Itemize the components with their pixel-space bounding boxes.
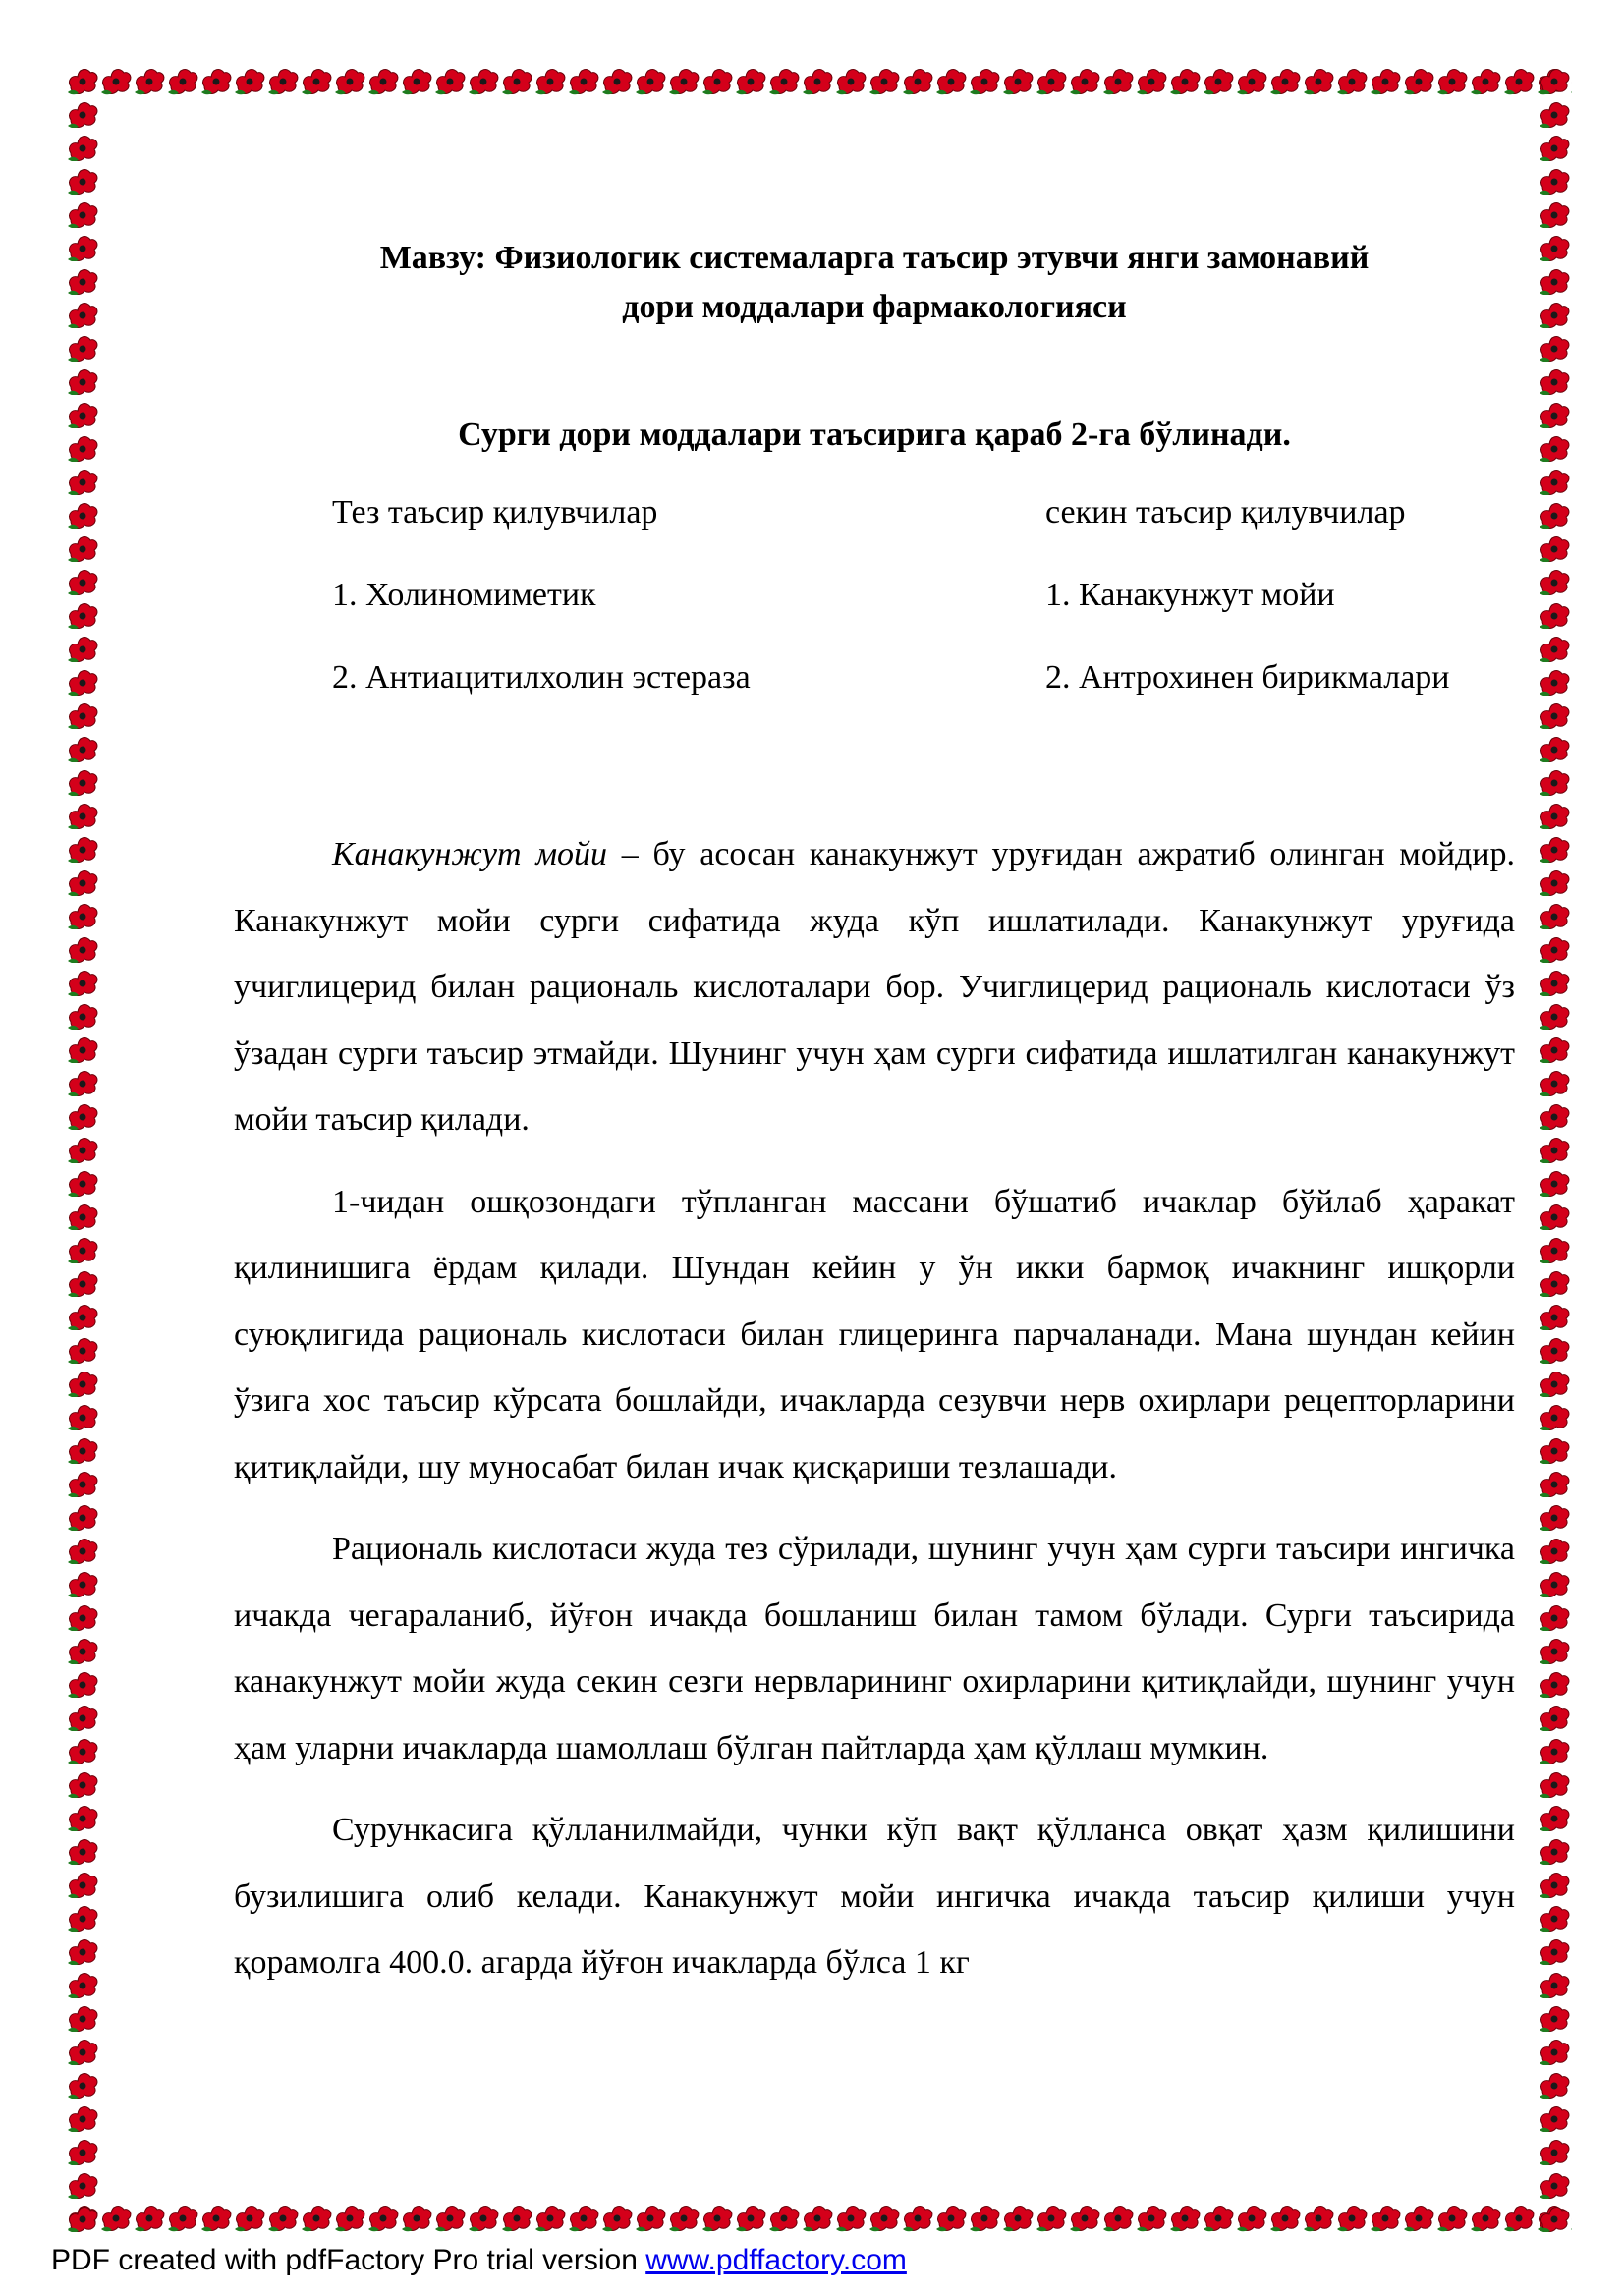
- flower-border-top: [65, 61, 1572, 96]
- paragraph-2: 1-чидан ошқозондаги тўпланган массани бўшатиб ичаклар бўйлаб ҳаракат қилинишига ёрдам қилади. Шундан кейин у ўн икки бармоқ ичакнинг ишқорли суюқлигида рациональ кислотаси билан глицеринга парчаланади. Мана шундан кейин ўзига хос таъсир кўрсата бошлайди, ичакларда сезувчи нерв охирлари рецепторларини қитиқлайди, шу муносабат билан ичак қисқариши тезлашади.: [234, 1183, 1515, 1485]
- flower-border-left: [65, 61, 100, 2233]
- left-column-heading: Тез таъсир қилувчилар: [332, 494, 658, 531]
- paragraph-1: [234, 821, 1515, 1153]
- footer-link[interactable]: www.pdffactory.com: [645, 2244, 907, 2276]
- right-column-item-2: 2. Антрохинен бирикмалари: [1045, 659, 1450, 696]
- paragraph-4: Сурункасига қўлланилмайди, чунки кўп вақт қўлланса овқат ҳазм қилишини бузилишига олиб келади. Канакунжут мойи ингичка ичакда таъсир қилиши учун қорамолга 400.0. агарда йўғон ичакларда бўлса 1 кг: [234, 1812, 1515, 1981]
- flower-border-bottom: [65, 2198, 1572, 2233]
- right-column-heading: секин таъсир қилувчилар: [1045, 494, 1406, 531]
- section-subtitle: Сурги дори моддалари таъсирига қараб 2-га бўлинади.: [458, 417, 1291, 453]
- right-column-item-1: 1. Канакунжут мойи: [1045, 577, 1335, 613]
- paragraph-lead-term: Канакунжут мойи: [332, 836, 608, 872]
- pdf-footer: [51, 2241, 1230, 2280]
- paragraph-1-text: – бу асосан канакунжут уруғидан ажратиб олинган мойдир. Канакунжут мойи сурги сифатида жуда кўп ишлатилади. Канакунжут уруғида учиглицерид билан рациональ кислоталари бор. Учиглицерид рациональ кислотаси ўз ўзадан сурги таъсир этмайди. Шунинг учун ҳам сурги сифатида ишлатилган канакунжут мойи таъсир қилади.: [234, 836, 1516, 1138]
- body-text: [234, 821, 1515, 2012]
- paragraph-3: Рациональ кислотаси жуда тез сўрилади, шунинг учун ҳам сурги таъсири ингичка ичакда чегараланиб, йўғон ичакда бошланиш билан тамом бўлади. Сурги таъсирида канакунжут мойи жуда секин сезги нервларининг охирларини қитиқлайди, шунинг учун ҳам уларни ичакларда шамоллаш бўлган пайтларда ҳам қўллаш мумкин.: [234, 1531, 1515, 1766]
- red-flower-icon: [1537, 61, 1572, 2233]
- document-title: [236, 234, 1513, 332]
- footer-text: PDF created with pdfFactory Pro trial version: [51, 2244, 646, 2276]
- flower-border-right: [1537, 61, 1572, 2233]
- left-column-item-2: 2. Антиацитилхолин эстераза: [332, 659, 751, 696]
- left-column-item-1: 1. Холиномиметик: [332, 577, 596, 613]
- title-line-1: Мавзу: Физиологик системаларга таъсир этувчи янги замонавий: [379, 240, 1370, 276]
- red-flower-icon: [65, 61, 100, 2233]
- red-flower-icon: [65, 2198, 1572, 2233]
- red-flower-icon: [65, 61, 1572, 96]
- title-line-2: дори моддалари фармакологияси: [622, 289, 1127, 325]
